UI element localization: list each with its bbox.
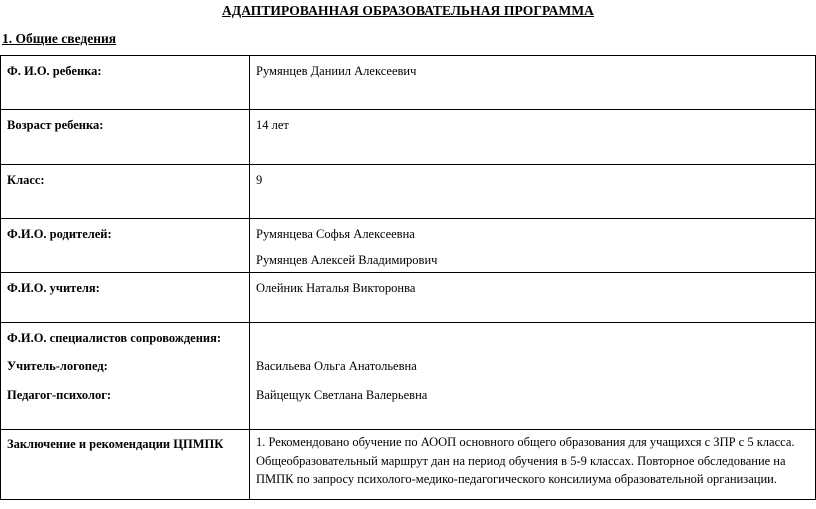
psychologist-label: Педагог-психолог: <box>7 388 112 402</box>
grade-value-cell <box>250 165 816 219</box>
grade-value: 9 <box>256 173 263 187</box>
speech-therapist-value: Васильева Ольга Анатольевна <box>256 359 417 373</box>
specialists-label: Ф.И.О. специалистов сопровождения: <box>7 331 222 345</box>
recommendations-value: 1. Рекомендовано обучение по АООП основного общего образования для учащихся с ЗПР с 5 класса. Общеобразовательный маршрут дан на период обучения в 5-9 классах. Повторное обследование на ПМПК по запросу психолого-медико-педагогического консилиума образовательной организации. <box>256 435 795 486</box>
speech-therapist-label: Учитель-логопед: <box>7 359 108 373</box>
age-label-cell <box>1 110 250 165</box>
psychologist-value: Вайцещук Светлана Валерьевна <box>256 388 428 402</box>
table-row-teacher <box>1 273 816 323</box>
general-info-table <box>0 55 816 500</box>
parents-value-cell <box>250 219 816 273</box>
teacher-label: Ф.И.О. учителя: <box>7 281 100 295</box>
grade-label: Класс: <box>7 173 45 187</box>
child-name-value: Румянцев Даниил Алексеевич <box>256 64 417 78</box>
specialists-label-cell <box>1 323 250 430</box>
child-name-label: Ф. И.О. ребенка: <box>7 64 102 78</box>
age-value: 14 лет <box>256 118 289 132</box>
document-title: АДАПТИРОВАННАЯ ОБРАЗОВАТЕЛЬНАЯ ПРОГРАММА <box>221 3 595 18</box>
table-row-child-name <box>1 56 816 110</box>
table-row-grade <box>1 165 816 219</box>
recommendations-label: Заключение и рекомендации ЦПМПК <box>7 437 224 451</box>
recommendations-label-cell <box>1 430 250 500</box>
parents-label-cell <box>1 219 250 273</box>
table-row-age <box>1 110 816 165</box>
child-name-value-cell <box>250 56 816 110</box>
parent-father: Румянцев Алексей Владимирович <box>256 253 438 267</box>
table-row-parents <box>1 219 816 273</box>
recommendations-value-cell <box>250 430 816 500</box>
table-row-specialists <box>1 323 816 430</box>
parent-mother: Румянцева Софья Алексеевна <box>256 227 415 241</box>
age-value-cell <box>250 110 816 165</box>
teacher-value-cell <box>250 273 816 323</box>
teacher-value: Олейник Наталья Викторонва <box>256 281 416 295</box>
age-label: Возраст ребенка: <box>7 118 104 132</box>
parents-label: Ф.И.О. родителей: <box>7 227 112 241</box>
section-title: 1. Общие сведения <box>2 31 117 46</box>
table-row-recommendations <box>1 430 816 500</box>
grade-label-cell <box>1 165 250 219</box>
teacher-label-cell <box>1 273 250 323</box>
child-name-label-cell <box>1 56 250 110</box>
specialists-value-cell <box>250 323 816 430</box>
